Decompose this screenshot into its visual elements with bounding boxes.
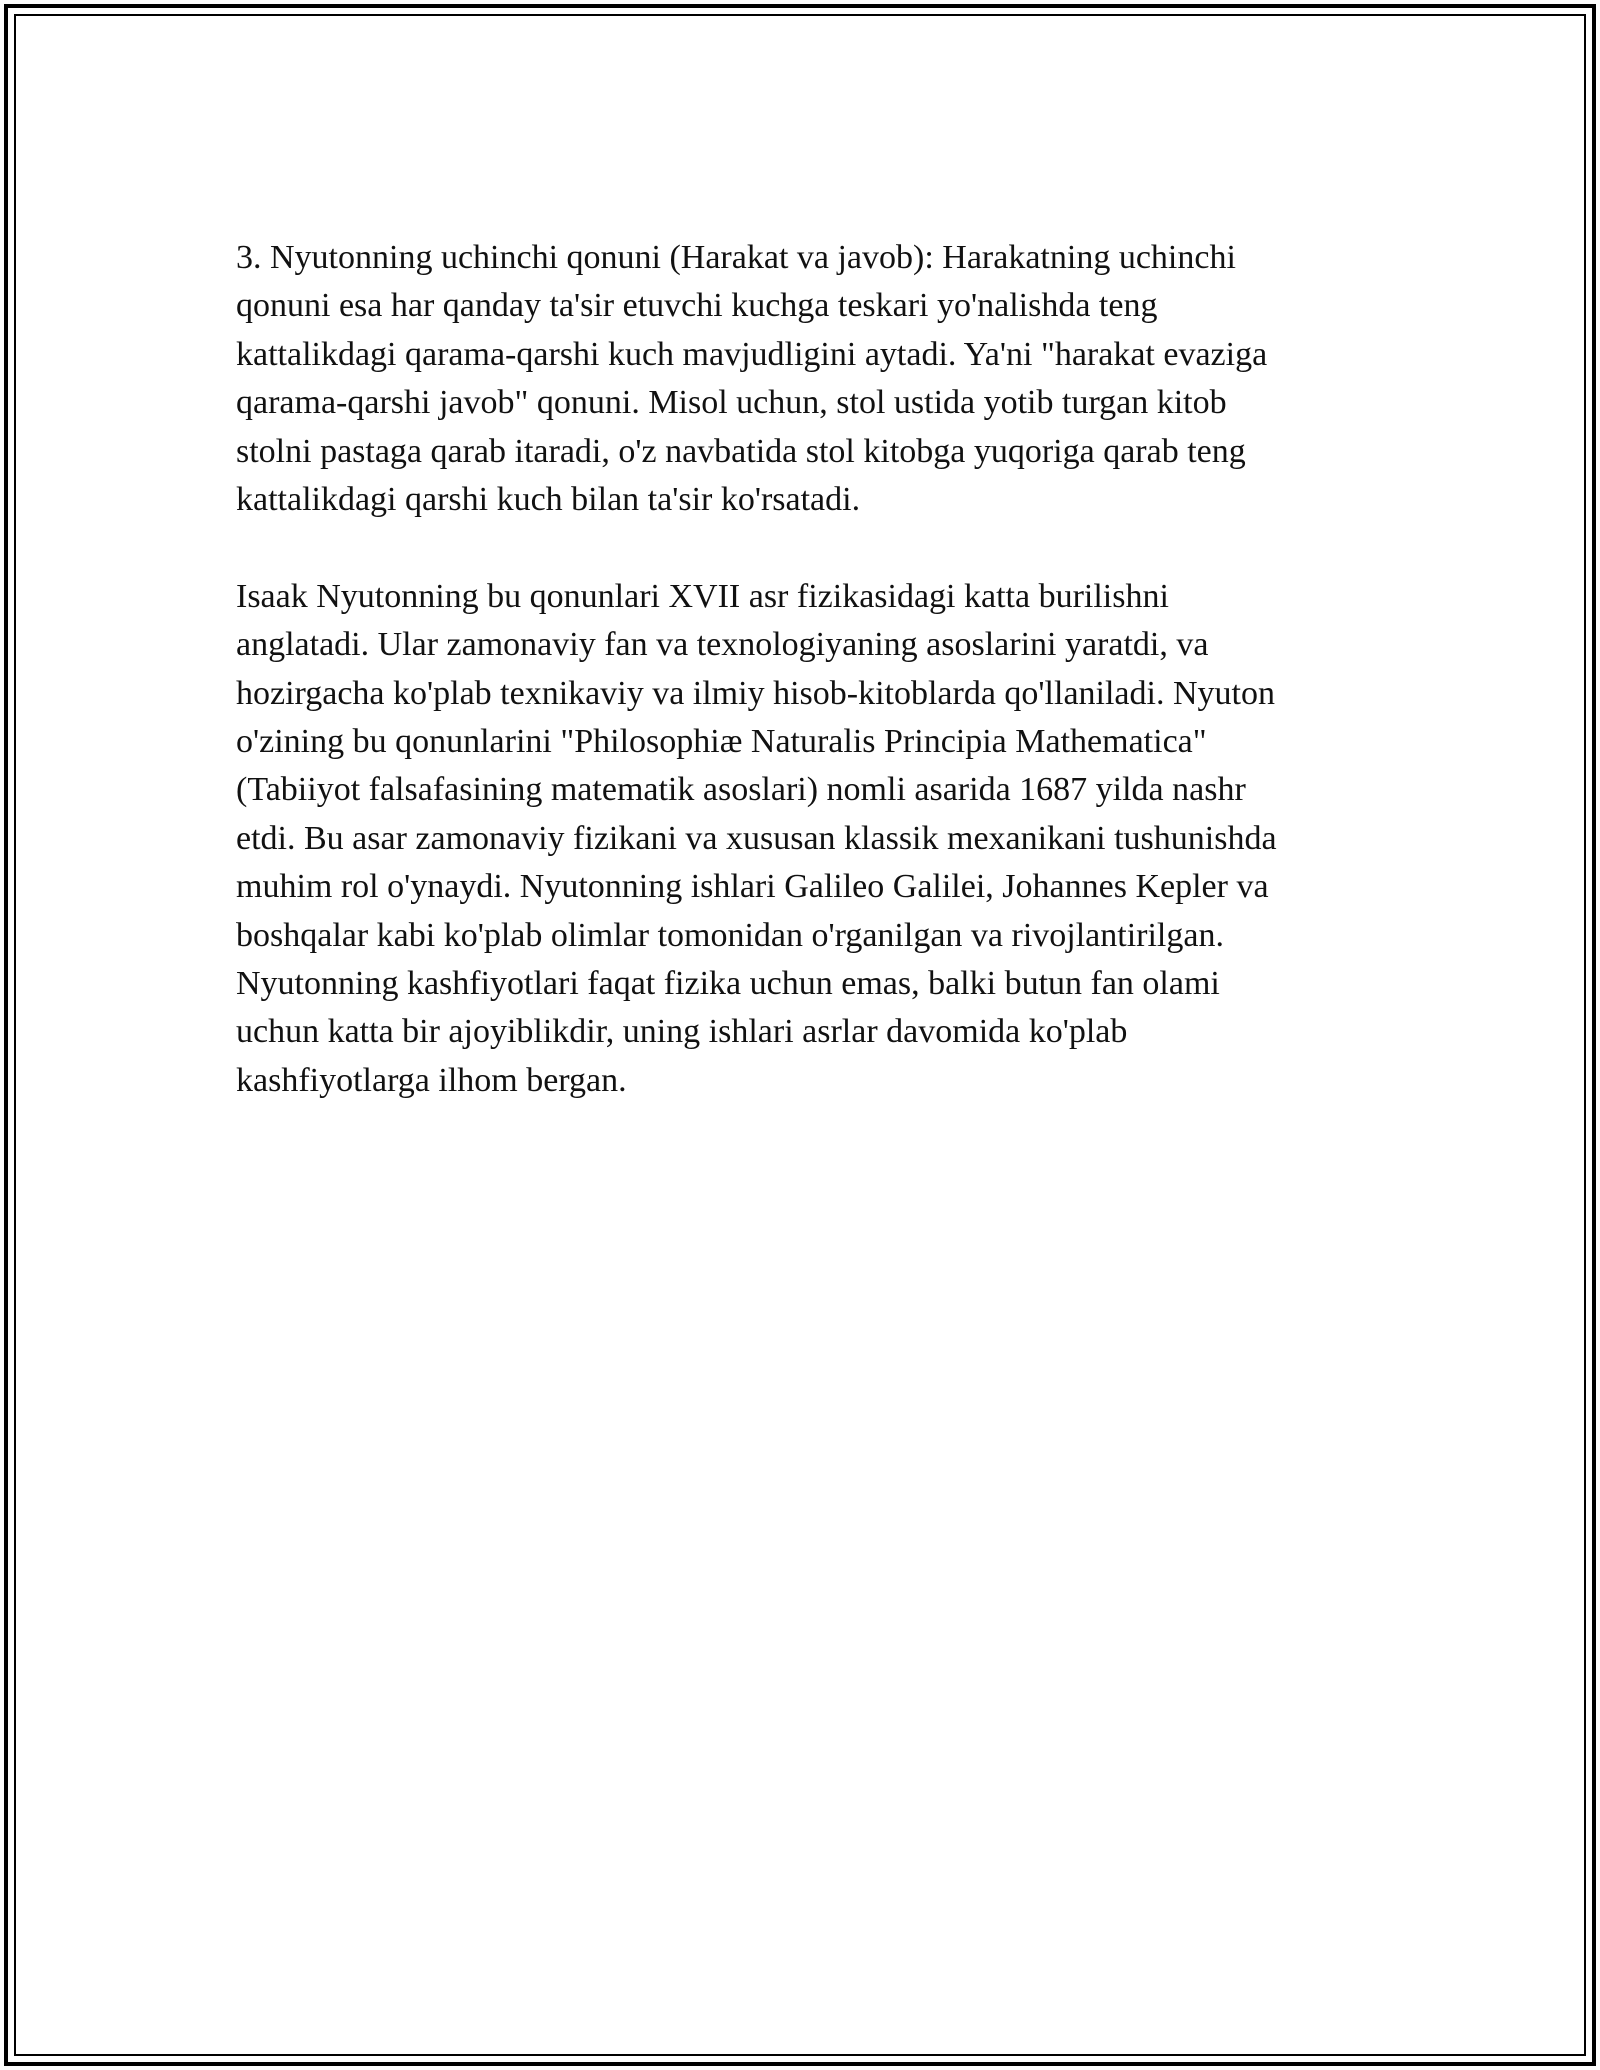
text-line: kattalikdagi qarama-qarshi kuch mavjudligini aytadi. Ya'ni "harakat evaziga	[236, 335, 1268, 373]
document-body	[236, 234, 1376, 1105]
text-line: kattalikdagi qarshi kuch bilan ta'sir ko'rsatadi.	[236, 481, 861, 519]
text-line: uchun katta bir ajoyiblikdir, uning ishlari asrlar davomida ko'plab	[236, 1013, 1128, 1051]
text-line: qonuni esa har qanday ta'sir etuvchi kuchga teskari yo'nalishda teng	[236, 287, 1158, 325]
text-line: (Tabiiyot falsafasining matematik asoslari) nomli asarida 1687 yilda nashr	[236, 771, 1246, 809]
text-line: qarama-qarshi javob" qonuni. Misol uchun, stol ustida yotib turgan kitob	[236, 384, 1227, 422]
text-line: o'zining bu qonunlarini "Philosophiæ Naturalis Principia Mathematica"	[236, 723, 1207, 761]
text-line: anglatadi. Ular zamonaviy fan va texnologiyaning asoslarini yaratdi, va	[236, 626, 1209, 664]
paragraph-third-law	[236, 234, 1376, 524]
text-line: 3. Nyutonning uchinchi qonuni (Harakat va javob): Harakatning uchinchi	[236, 239, 1236, 276]
text-line: hozirgacha ko'plab texnikaviy va ilmiy hisob-kitoblarda qo'llaniladi. Nyuton	[236, 674, 1275, 712]
paragraph-newton-legacy	[236, 573, 1376, 1105]
text-line: Isaak Nyutonning bu qonunlari XVII asr fizikasidagi katta burilishni	[236, 577, 1169, 615]
text-line: Nyutonning kashfiyotlari faqat fizika uchun emas, balki butun fan olami	[236, 965, 1220, 1003]
text-line: kashfiyotlarga ilhom bergan.	[236, 1061, 627, 1099]
text-line: stolni pastaga qarab itaradi, o'z navbatida stol kitobga yuqoriga qarab teng	[236, 432, 1246, 470]
text-line: muhim rol o'ynaydi. Nyutonning ishlari Galileo Galilei, Johannes Kepler va	[236, 868, 1269, 906]
text-line: etdi. Bu asar zamonaviy fizikani va xususan klassik mexanikani tushunishda	[236, 819, 1277, 857]
text-line: boshqalar kabi ko'plab olimlar tomonidan o'rganilgan va rivojlantirilgan.	[236, 916, 1224, 954]
